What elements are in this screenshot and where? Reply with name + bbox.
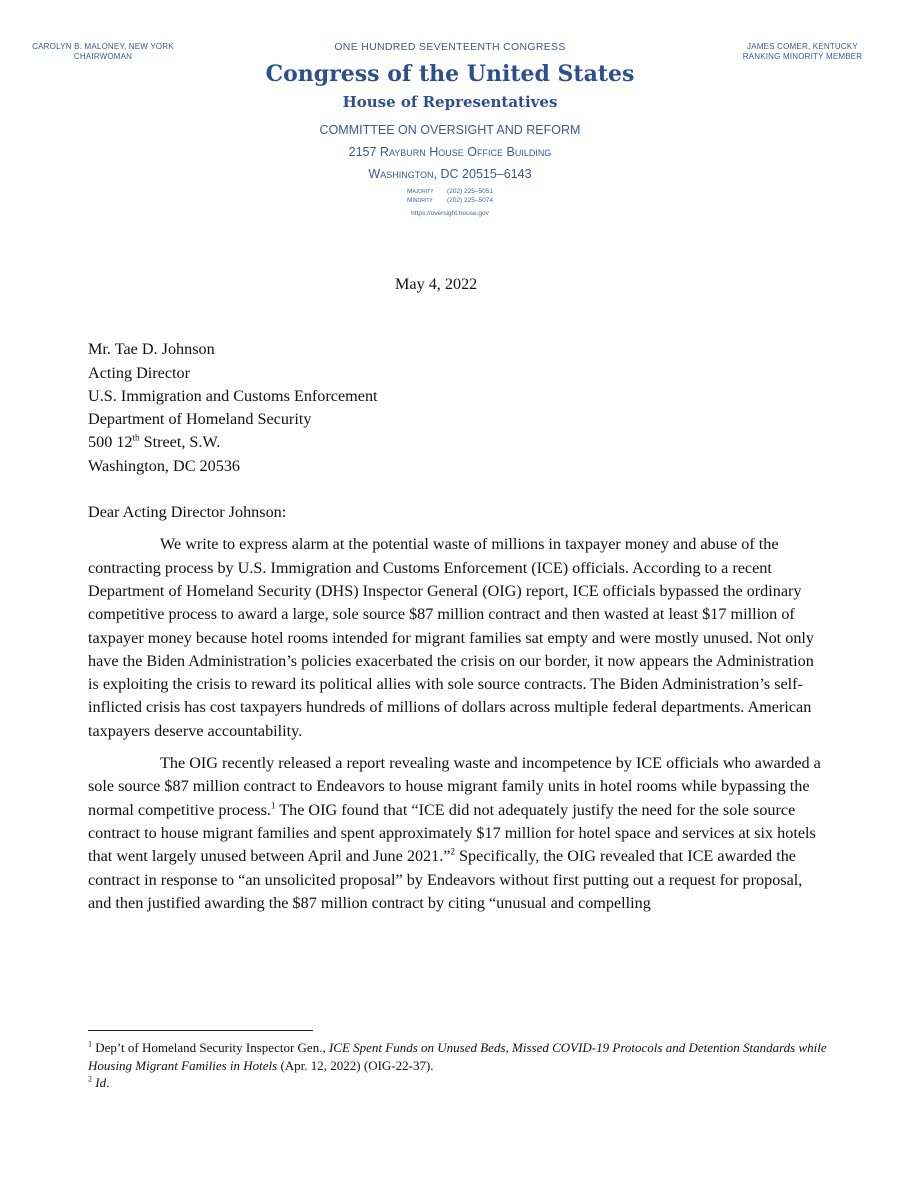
paragraph-text: We write to express alarm at the potential waste of millions in taxpayer money and abuse of the contracting process by U.S. Immigration and Customs Enforcement (ICE) officials. According to a recent Department of Homeland Security (DHS) Inspector General (OIG) report, ICE officials bypassed the ordinary competitive process to award a large, sole source $87 million contract and then wasted at least $17 million of taxpayer money because hotel rooms intended for migrant families sat empty and were mostly unused. Not only have the Biden Administration’s policies exacerbated the crisis on our border, it now appears the Administration is exploiting the crisis to reward its political allies with sole source contracts. The Biden Administration’s self-inflicted crisis has cost taxpayers hundreds of millions of dollars across multiple federal departments. American taxpayers deserve accountability. [88, 535, 815, 740]
phone-numbers [200, 187, 700, 205]
footnote-citation-title: Id [95, 1075, 107, 1090]
footer-block [88, 1030, 828, 1092]
committee-name: COMMITTEE ON OVERSIGHT AND REFORM [319, 123, 581, 137]
salutation: Dear Acting Director Johnson: [88, 503, 287, 522]
letter-date: May 4, 2022 [395, 275, 478, 293]
footnote-2 [88, 1074, 828, 1092]
ranking-member-block [735, 42, 870, 62]
footnote-number: 1 [88, 1039, 92, 1049]
recipient-address [88, 338, 823, 478]
committee-url[interactable]: https://oversight.house.gov [411, 210, 489, 217]
street-number: 500 12 [88, 433, 133, 452]
footnotes [88, 1039, 828, 1092]
footnote-ref-1[interactable]: 1 [270, 800, 276, 811]
footnote-text: (Apr. 12, 2022) (OIG-22-37). [277, 1057, 434, 1073]
street-name: Street, S.W. [139, 433, 221, 452]
phone-label: Majority [407, 188, 434, 195]
paragraph-segment: Specifically, the OIG revealed that ICE awarded the contract in response to “an unsolicited proposal” by Endeavors without first putting out a request for proposal, and then justified awarding the $87 million contract by citing “unusual and compelling [88, 847, 803, 912]
letterhead [200, 40, 700, 218]
chair-name: CAROLYN B. MALONEY, NEW YORK [32, 42, 174, 51]
phone-number: (202) 225–5051 [447, 188, 493, 195]
body-paragraph-1 [88, 533, 823, 743]
recipient-name: Mr. Tae D. Johnson [88, 340, 215, 359]
ranking-member-title: RANKING MINORITY MEMBER [742, 52, 863, 61]
body-paragraph-2 [88, 752, 823, 915]
paragraph-segment: The OIG recently released a report revealing waste and incompetence by ICE officials who awarded a sole source $87 million contract to Endeavors to house migrant family units in hotel rooms while bypassing the normal competitive process. [88, 754, 821, 819]
recipient-title: Acting Director [88, 363, 191, 382]
footnote-citation-title: ICE Spent Funds on Unused Beds, Missed COVID-19 Protocols and Detention Standards while Housing Migrant Families in Hotels [88, 1040, 827, 1073]
recipient-agency: U.S. Immigration and Customs Enforcement [88, 386, 378, 405]
footnote-ref-2[interactable]: 2 [450, 846, 455, 857]
phone-label: Minority [407, 197, 433, 204]
phone-number: (202) 225–5074 [447, 197, 493, 204]
recipient-department: Department of Homeland Security [88, 410, 312, 429]
phone-majority [200, 187, 700, 196]
committee-city: Washington, DC 20515–6143 [368, 167, 532, 181]
phone-minority [200, 196, 700, 205]
chair-title: CHAIRWOMAN [73, 52, 133, 61]
footnote-text: Dep’t of Homeland Security Inspector Gen., [92, 1040, 329, 1055]
footnote-text: . [106, 1075, 110, 1090]
ranking-member-name: JAMES COMER, KENTUCKY [747, 42, 858, 51]
letterhead-title: Congress of the United States [265, 61, 635, 87]
paragraph-text [88, 752, 823, 915]
paragraph-segment: The OIG found that “ICE did not adequately justify the need for the sole source contract to house migrant families and spent approximately $17 million for hotel space and services at six hotels that went largely unused between April and June 2021.” [88, 800, 816, 866]
congress-number: ONE HUNDRED SEVENTEENTH CONGRESS [334, 41, 566, 53]
committee-address: 2157 Rayburn House Office Building [348, 145, 552, 159]
letterhead-subtitle: House of Representatives [342, 93, 558, 111]
recipient-city: Washington, DC 20536 [88, 456, 241, 475]
footnote-1 [88, 1039, 828, 1074]
letter-body [88, 273, 823, 915]
footnote-number: 2 [88, 1074, 92, 1084]
footnote-divider [88, 1030, 313, 1031]
recipient-street [88, 431, 823, 454]
street-ordinal: th [132, 433, 140, 444]
chair-block [28, 42, 178, 62]
